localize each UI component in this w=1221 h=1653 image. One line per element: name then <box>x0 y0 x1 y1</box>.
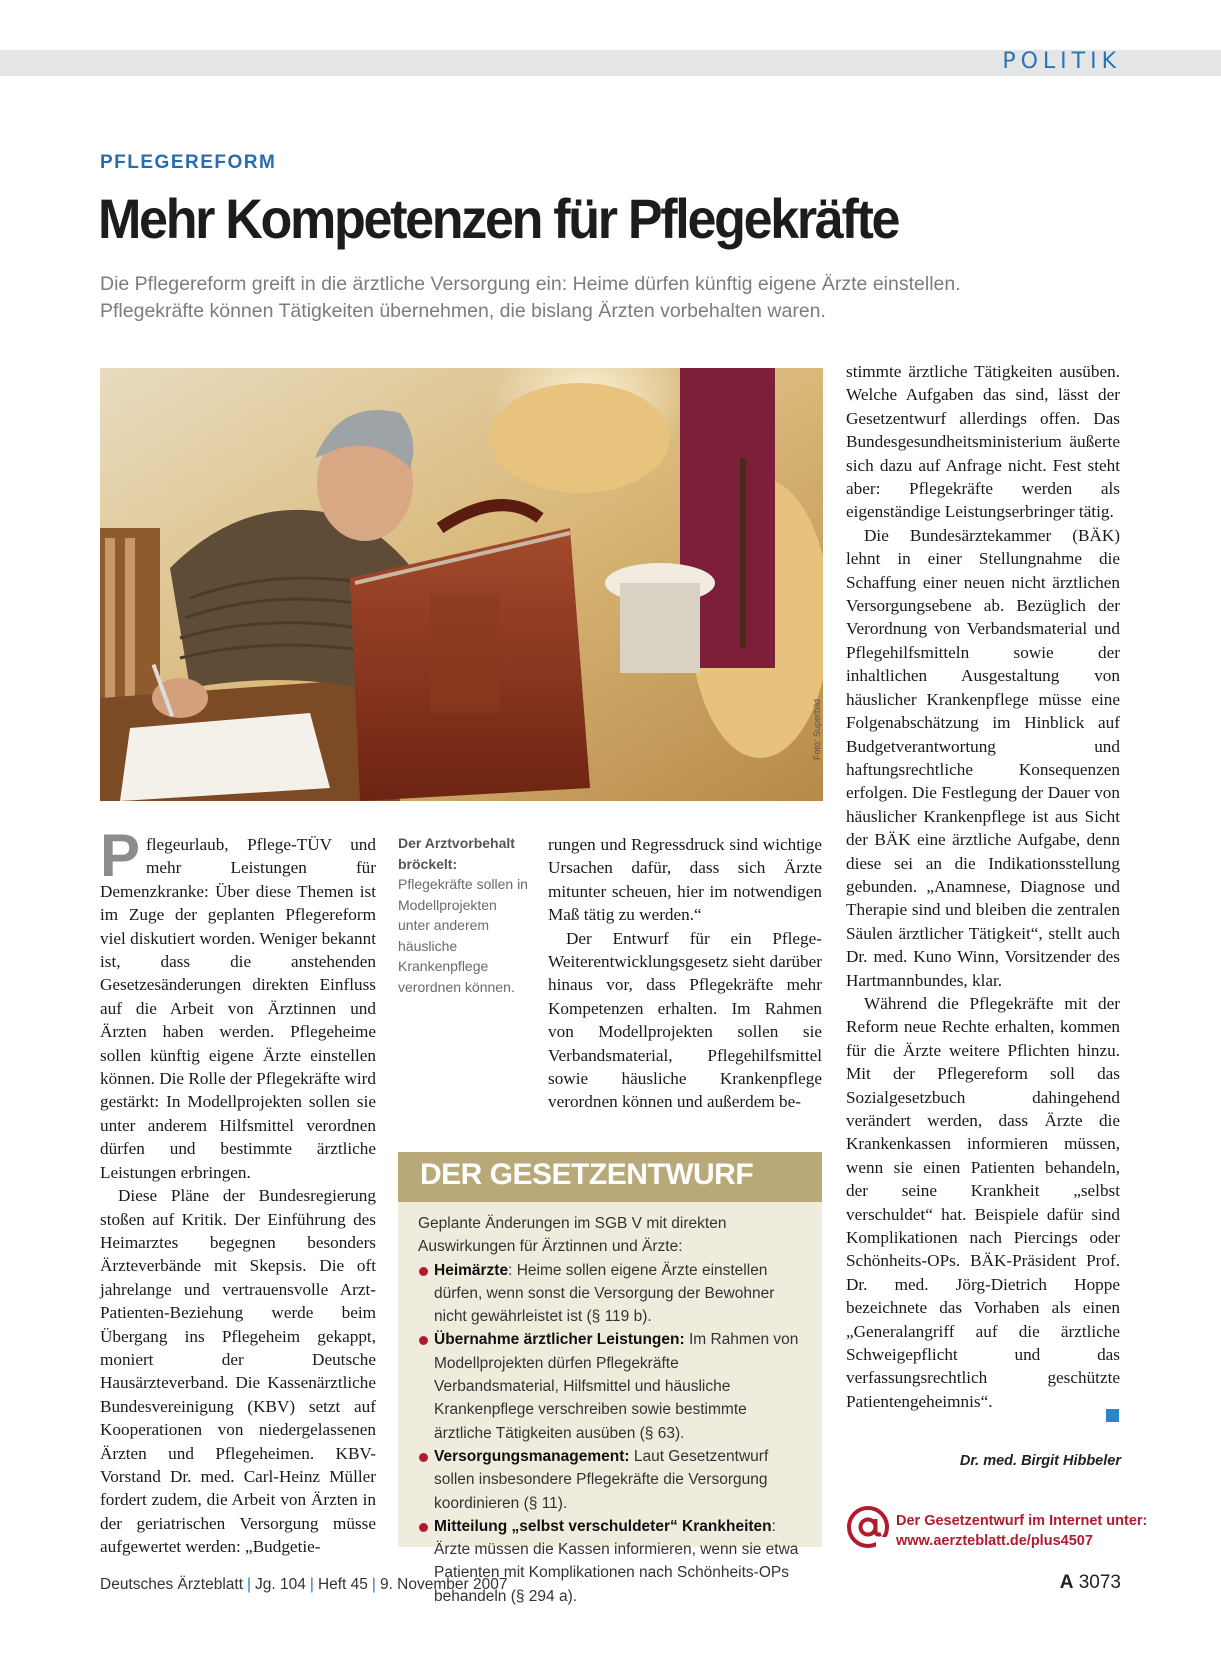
dropcap: P <box>100 822 141 889</box>
item-term: Übernahme ärztlicher Leistungen: <box>434 1331 685 1349</box>
headline: Mehr Kompetenzen für Pflegekräfte <box>98 187 899 250</box>
paragraph: rungen und Regressdruck sind wichtige Ursachen dafür, dass sich Ärzte mitunter scheuen, hier im notwendigen Maß tätig zu werden.“ <box>548 835 822 925</box>
caption-lead: Der Arztvorbehalt bröckelt: <box>398 835 515 872</box>
item-text: : Heime sollen eigene Ärzte einstellen dürfen, wenn sonst die Versorgung der Bewohner nicht gewährleistet ist (§ 119 b). <box>434 1261 775 1326</box>
info-box-item <box>418 1445 806 1515</box>
issue-date: 9. November 2007 <box>379 1576 508 1593</box>
journal-name: Deutsches Ärzteblatt <box>100 1576 244 1593</box>
web-reference-label: Der Gesetzentwurf im Internet unter: <box>896 1513 1148 1529</box>
page-footer: Deutsches Ärzteblatt | Jg. 104 | Heft 45 | 9. November 2007 <box>100 1576 508 1593</box>
paragraph: Während die Pflegekräfte mit der Reform neue Rechte erhalten, kommen für die Ärzte weitere Pflichten hinzu. Mit der Pflegereform soll das Sozialgesetzbuch dahingehend verändert werden, dass Ärzte die Krankenkassen informieren müssen, wenn sie einen Patienten behandeln, der seine Krankheit „selbst verschuldet“ hat. Beispiele dafür sind Komplikationen nach Piercings oder Schönheits-OPs. BÄK-Präsident Prof. Dr. med. Jörg-Dietrich Hoppe bezeichnete das Vorhaben als einen „Generalangriff auf die ärztliche Schweigepflicht und das verfassungsrechtlich geschützte Patientengeheimnis“. <box>846 993 1120 1411</box>
bullet-icon <box>419 1336 428 1345</box>
paragraph: Die Bundesärztekammer (BÄK) lehnt in einer Stellungnahme die Schaffung einer neuen nicht ärztlichen Versorgungsebene ab. Bezüglich der Verordnung von Verbandsmaterial und Pflegehilfsmitteln sowie der inhaltlichen Ausgestaltung von häuslicher Krankenpflege müsse eine Folgenabschätzung im Hinblick auf Budgetverantwortung und haftungsrechtliche Konsequenzen erfolgen. Die Festlegung der Dauer von häuslicher Krankenpflege ist aus Sicht der BÄK eine ärztliche Aufgabe, denn diese sei an die Indikationsstellung gebunden. „Anamnese, Diagnose und Therapie sind und bleiben die zentralen Säulen ärztlicher Tätigkeit“, stellt auch Dr. med. Kuno Winn, Vorsitzender des Hartmannbundes, klar. <box>846 525 1120 990</box>
photo-credit: Foto: Superbild <box>812 698 822 760</box>
standfirst-line-1: Die Pflegereform greift in die ärztliche Versorgung ein: Heime dürfen künftig eigene Ärzte einstellen. <box>100 273 961 295</box>
bullet-icon <box>419 1453 428 1462</box>
info-box-item <box>418 1515 806 1608</box>
kicker: PFLEGEREFORM <box>100 152 277 173</box>
standfirst-line-2: Pflegekräfte können Tätigkeiten übernehmen, die bislang Ärzten vorbehalten waren. <box>100 300 826 322</box>
journal-volume: Jg. 104 <box>255 1576 306 1593</box>
item-term: Versorgungsmanagement: <box>434 1447 630 1465</box>
info-box-intro: Geplante Änderungen im SGB V mit direkten Auswirkungen für Ärztinnen und Ärzte: <box>418 1215 727 1256</box>
page-prefix: A <box>1059 1572 1074 1593</box>
paragraph <box>100 822 376 1184</box>
standfirst <box>100 271 1130 325</box>
article-column-3 <box>548 833 822 1114</box>
web-reference <box>896 1511 1147 1551</box>
item-text: Im Rahmen von Modellprojekten dürfen Pflegekräfte Verbandsmaterial, Hilfsmittel und häusliche Krankenpflege verschreiben sowie bestimmte ärztliche Tätigkeiten ausüben (§ 63). <box>434 1331 799 1442</box>
web-reference-link[interactable]: www.aerzteblatt.de/plus4507 <box>896 1533 1093 1549</box>
info-box-title: DER GESETZENTWURF <box>398 1152 822 1202</box>
item-text: Laut Gesetzentwurf sollen insbesondere Pflegekräfte die Versorgung koordinieren (§ 11). <box>434 1447 769 1512</box>
author-byline: Dr. med. Birgit Hibbeler <box>959 1453 1121 1469</box>
photo-illustration <box>100 368 823 801</box>
photo-caption <box>398 833 528 997</box>
article-photo <box>100 368 823 801</box>
bullet-icon <box>419 1523 428 1532</box>
journal-issue: Heft 45 <box>317 1576 368 1593</box>
paragraph: Diese Pläne der Bundesregierung stoßen auf Kritik. Der Einführung des Heimarztes begegnen besonders Ärzteverbände mit Skepsis. Die oft jahrelange und vertrauensvolle Arzt-Patienten-Beziehung werde beim Übergang ins Pflegeheim gekappt, moniert der Deutsche Hausärzteverband. Die Kassenärztliche Bundesvereinigung (KBV) setzt auf Kooperationen von niedergelassenen Ärzten und Pflegeheimen. KBV-Vorstand Dr. med. Carl-Heinz Müller fordert zudem, die Arbeit von Ärzten in der geriatrischen Versorgung müsse aufgewertet werden: „Budgetie- <box>100 1186 376 1557</box>
info-box-body <box>398 1202 822 1608</box>
end-mark-icon <box>1106 1409 1119 1422</box>
info-box-item <box>418 1259 806 1329</box>
article-column-4 <box>846 360 1120 1413</box>
info-box-item <box>418 1328 806 1444</box>
paragraph: stimmte ärztliche Tätigkeiten ausüben. Welche Aufgaben das sind, lässt der Gesetzentwurf allerdings offen. Das Bundesgesundheitsministerium äußerte sich dazu auf Anfrage nicht. Fest steht aber: Pflegekräfte werden als eigenständige Leistungserbringer tätig. <box>846 362 1120 522</box>
caption-text: Pflegekräfte sollen in Modellprojekten unter anderem häusliche Krankenpflege verordnen können. <box>398 876 528 995</box>
item-term: Heimärzte <box>434 1261 509 1279</box>
page-number <box>1060 1572 1121 1594</box>
item-text: : Ärzte müssen die Kassen informieren, wenn sie etwa Patienten mit Komplikationen nach Schönheits-OPs behandeln (§ 294 a). <box>434 1517 799 1605</box>
article-column-1 <box>100 822 376 1559</box>
item-term: Mitteilung „selbst verschuldeter“ Krankheiten <box>434 1517 772 1535</box>
bullet-icon <box>419 1267 428 1276</box>
at-sign-icon <box>846 1505 890 1549</box>
paragraph-text: flegeurlaub, Pflege-TÜV und mehr Leistungen für Demenzkranke: Über diese Themen ist im Zuge der geplanten Pflegereform viel diskutiert worden. Weniger bekannt ist, dass die anstehenden Gesetzesänderungen direkten Einfluss auf die Arbeit von Ärztinnen und Ärzten haben werden. Pflegeheime sollen künftig eigene Ärzte einstellen können. Die Rolle der Pflegekräfte wird gestärkt: In Modellprojekten sollen sie unter anderem Hilfsmittel verordnen dürfen und bestimmte ärztliche Leistungen erbringen. <box>100 835 376 1182</box>
paragraph: Der Entwurf für ein Pflege-Weiterentwicklungsgesetz sieht darüber hinaus vor, dass Pflegekräfte mehr Kompetenzen erhalten. Im Rahmen von Modellprojekten sollen sie Verbandsmaterial, Pflegehilfsmittel sowie häusliche Krankenpflege verordnen können und außerdem be- <box>548 928 822 1112</box>
page-number-value: 3073 <box>1078 1572 1121 1593</box>
section-label: POLITIK <box>1002 49 1121 74</box>
